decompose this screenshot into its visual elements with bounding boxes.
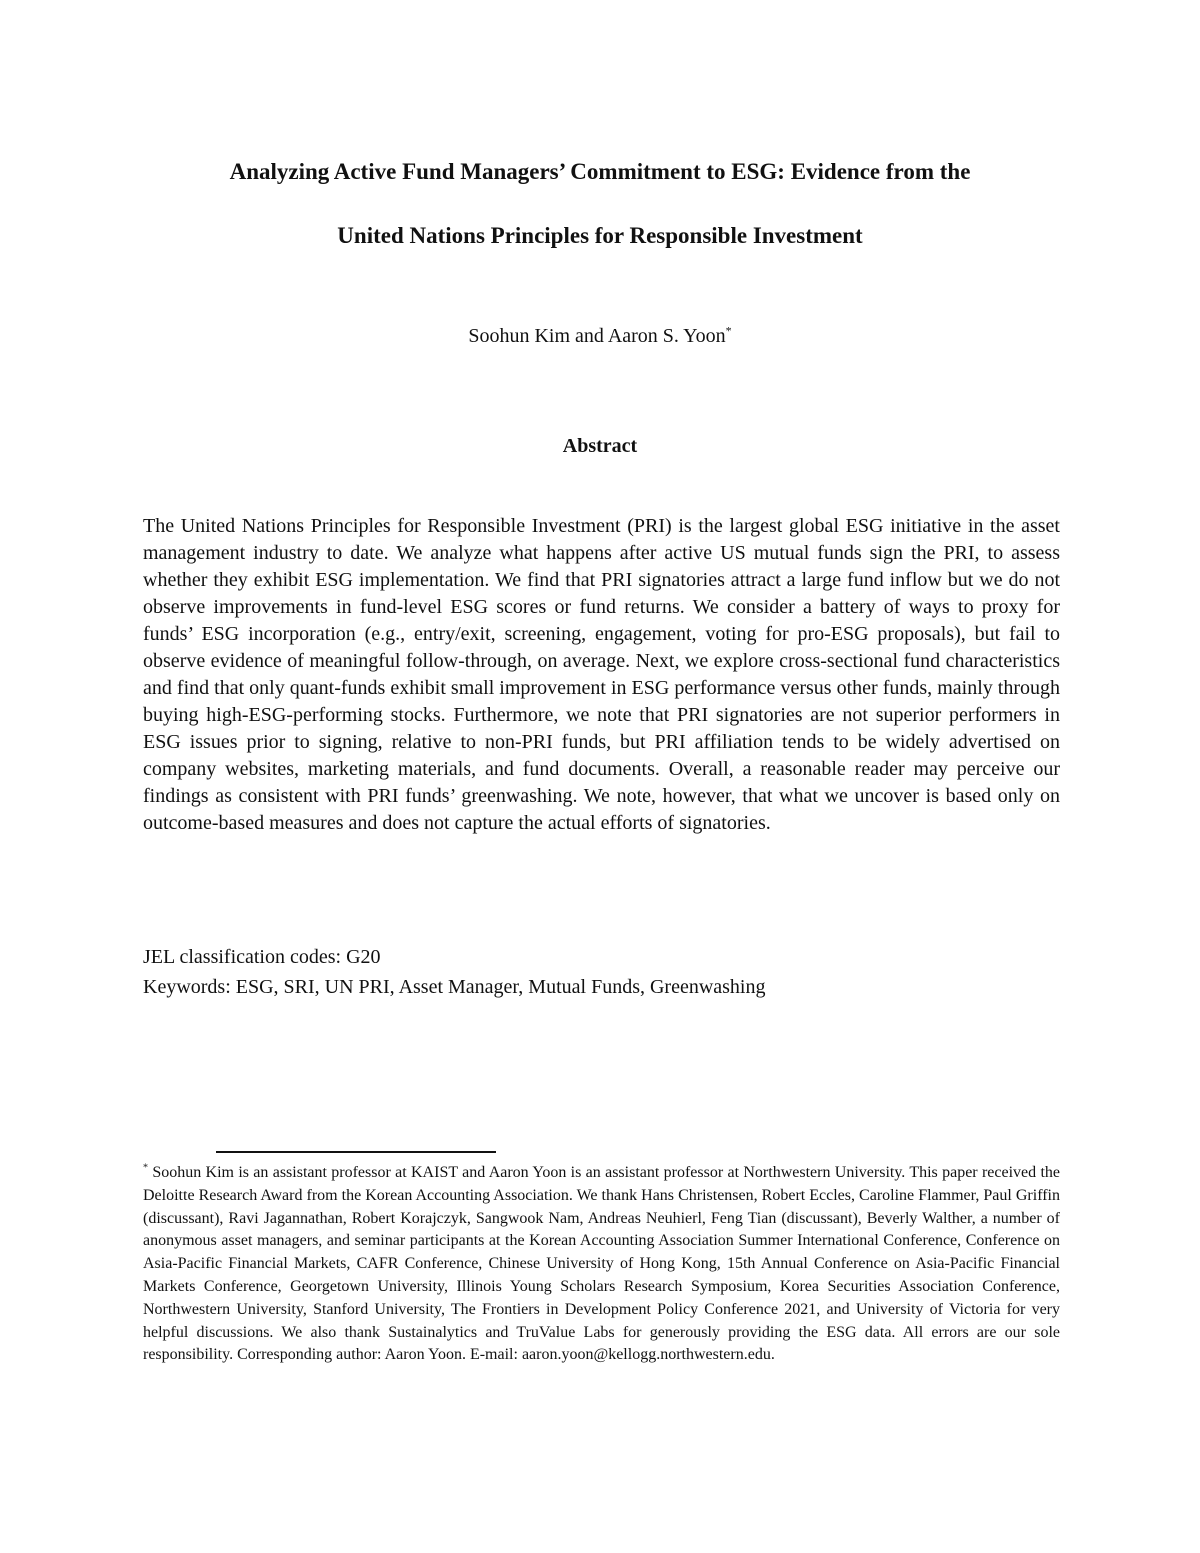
classification-block	[143, 942, 1060, 1002]
paper-title	[120, 140, 1080, 268]
paper-title-line-2: United Nations Principles for Responsible Investment	[337, 223, 863, 248]
author-footnote-marker: *	[725, 323, 732, 338]
paper-title-line-1: Analyzing Active Fund Managers’ Commitment to ESG: Evidence from the	[229, 159, 971, 184]
jel-codes: JEL classification codes: G20	[143, 946, 381, 968]
keywords: Keywords: ESG, SRI, UN PRI, Asset Manager, Mutual Funds, Greenwashing	[143, 976, 766, 998]
author-names: Soohun Kim and Aaron S. Yoon	[468, 325, 726, 347]
footnote-marker: *	[143, 1162, 148, 1174]
abstract-body: The United Nations Principles for Responsible Investment (PRI) is the largest global ESG initiative in the asset management industry to date. We analyze what happens after active US mutual funds sign the PRI, to assess whether they exhibit ESG implementation. We find that PRI signatories attract a large fund inflow but we do not observe improvements in fund-level ESG scores or fund returns. We consider a battery of ways to proxy for funds’ ESG incorporation (e.g., entry/exit, screening, engagement, voting for pro-ESG proposals), but fail to observe evidence of meaningful follow-through, on average. Next, we explore cross-sectional fund characteristics and find that only quant-funds exhibit small improvement in ESG performance versus other funds, mainly through buying high-ESG-performing stocks. Furthermore, we note that PRI signatories are not superior performers in ESG issues prior to signing, relative to non-PRI funds, but PRI affiliation tends to be widely advertised on company websites, marketing materials, and fund documents. Overall, a reasonable reader may perceive our findings as consistent with PRI funds’ greenwashing. We note, however, that what we uncover is based only on outcome-based measures and does not capture the actual efforts of signatories.	[143, 515, 1060, 834]
footnote-text: Soohun Kim is an assistant professor at KAIST and Aaron Yoon is an assistant professor at Northwestern University. This paper received the Deloitte Research Award from the Korean Accounting Association. We thank Hans Christensen, Robert Eccles, Caroline Flammer, Paul Griffin (discussant), Ravi Jagannathan, Robert Korajczyk, Sangwook Nam, Andreas Neuhierl, Feng Tian (discussant), Beverly Walther, a number of anonymous asset managers, and seminar participants at the Korean Accounting Association Summer International Conference, Conference on Asia-Pacific Financial Markets, CAFR Conference, Chinese University of Hong Kong, 15th Annual Conference on Asia-Pacific Financial Markets Conference, Georgetown University, Illinois Young Scholars Research Symposium, Korea Securities Association Conference, Northwestern University, Stanford University, The Frontiers in Development Policy Conference 2021, and University of Victoria for very helpful discussions. We also thank Sustainalytics and TruValue Labs for generously providing the ESG data. All errors are our sole responsibility. Corresponding author: Aaron Yoon. E-mail: aaron.yoon@kellogg.northwestern.edu.	[143, 1164, 1060, 1364]
footnote	[143, 1162, 1060, 1367]
footnote-divider	[216, 1151, 496, 1153]
author-line	[120, 322, 1080, 350]
abstract-heading: Abstract	[562, 435, 638, 457]
